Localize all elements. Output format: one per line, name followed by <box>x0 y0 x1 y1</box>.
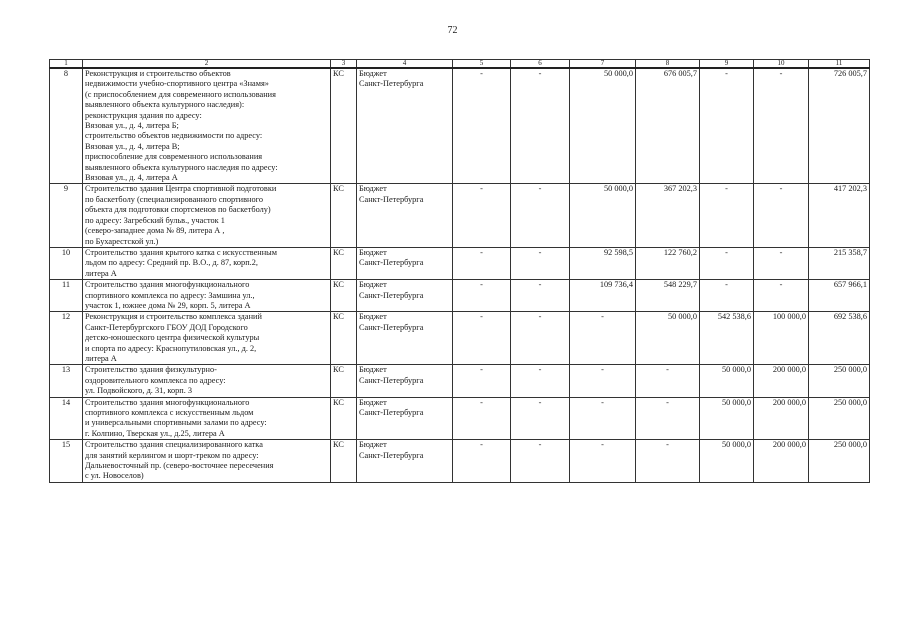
object-name-line: Строительство здания многофункционального <box>85 397 250 407</box>
table-row <box>50 280 870 312</box>
value-c10: 200 000,0 <box>754 440 809 483</box>
column-number-header: 10 <box>754 60 809 69</box>
funding-source-line: Бюджет <box>359 280 387 290</box>
object-name-line: Дальневосточный пр. (северо-восточнее пересечения <box>85 461 274 471</box>
value-c7: 109 736,4 <box>570 280 636 312</box>
object-type: КС <box>331 440 357 483</box>
object-name-line: Вязовая ул., д. 4, литера Б; <box>85 121 179 131</box>
object-type: КС <box>331 68 357 184</box>
object-name-line: с ул. Новоселов) <box>85 471 144 481</box>
table-body <box>50 68 870 482</box>
column-numbers-row <box>50 60 870 69</box>
column-number-header: 8 <box>636 60 700 69</box>
object-name-line: детско-юношеского центра физической культуры <box>85 333 260 343</box>
funding-source-cell <box>357 312 453 365</box>
value-c8: 122 760,2 <box>636 247 700 279</box>
object-name-cell <box>83 247 331 279</box>
value-c10: 200 000,0 <box>754 365 809 397</box>
column-number-header: 7 <box>570 60 636 69</box>
row-number: 11 <box>50 280 83 312</box>
column-number-header: 3 <box>331 60 357 69</box>
object-name-line: Санкт-Петербургского ГБОУ ДОД Городского <box>85 322 248 332</box>
object-name-line: ул. Подвойского, д. 31, корп. 3 <box>85 386 193 396</box>
row-number: 14 <box>50 397 83 440</box>
funding-source-line: Бюджет <box>359 397 387 407</box>
value-c6: - <box>511 397 570 440</box>
funding-source-line: Санкт-Петербурга <box>359 408 424 417</box>
object-name-cell <box>83 440 331 483</box>
object-name-line: и универсальными спортивными залами по адресу: <box>85 418 267 428</box>
object-name-line: г. Колпино, Тверская ул., д.25, литера А <box>85 428 225 438</box>
table-row <box>50 312 870 365</box>
value-c8: - <box>636 365 700 397</box>
value-c7: - <box>570 365 636 397</box>
object-name-line: строительство объектов недвижимости по адресу: <box>85 131 263 141</box>
funding-source-cell <box>357 365 453 397</box>
value-c10: - <box>754 247 809 279</box>
value-c5: - <box>453 68 511 184</box>
object-type: КС <box>331 280 357 312</box>
value-c10: - <box>754 280 809 312</box>
value-c5: - <box>453 312 511 365</box>
value-c10: - <box>754 68 809 184</box>
column-number-header: 2 <box>83 60 331 69</box>
value-c5: - <box>453 365 511 397</box>
funding-source-line: Бюджет <box>359 365 387 375</box>
row-number: 15 <box>50 440 83 483</box>
object-name-line: Вязовая ул., д. 4, литера В; <box>85 141 180 151</box>
table-row <box>50 68 870 184</box>
funding-source-line: Санкт-Петербурга <box>359 258 424 268</box>
program-table <box>49 59 870 483</box>
object-name-line: Строительство здания крытого катка с искусственным <box>85 247 278 257</box>
object-name-line: Вязовая ул., д. 4, литера А <box>85 173 178 183</box>
value-c11: 250 000,0 <box>809 397 870 440</box>
value-c9: 542 538,6 <box>700 312 754 365</box>
value-c9: - <box>700 184 754 247</box>
value-c8: 367 202,3 <box>636 184 700 247</box>
page-number: 72 <box>447 25 458 36</box>
value-c10: 200 000,0 <box>754 397 809 440</box>
object-name-line: по баскетболу (специализированного спортивного <box>85 194 263 204</box>
value-c11: 417 202,3 <box>809 184 870 247</box>
object-name-line: оздоровительного комплекса по адресу: <box>85 375 226 385</box>
value-c10: 100 000,0 <box>754 312 809 365</box>
object-name-line: выявленного объекта культурного наследия): <box>85 100 245 110</box>
object-name-line: льдом по адресу: Средний пр. В.О., д. 87, корп.2, <box>85 258 258 268</box>
value-c7: - <box>570 440 636 483</box>
value-c7: - <box>570 312 636 365</box>
value-c8: 676 005,7 <box>636 68 700 184</box>
row-number: 13 <box>50 365 83 397</box>
object-name-line: недвижимости учебно-спортивного центра «Знамя» <box>85 79 269 89</box>
table-row <box>50 247 870 279</box>
table-row <box>50 365 870 397</box>
value-c5: - <box>453 440 511 483</box>
value-c5: - <box>453 184 511 247</box>
value-c8: 50 000,0 <box>636 312 700 365</box>
funding-source-line: Санкт-Петербурга <box>359 194 424 204</box>
value-c7: 50 000,0 <box>570 184 636 247</box>
object-name-line: Реконструкция и строительство комплекса зданий <box>85 312 262 322</box>
value-c8: - <box>636 397 700 440</box>
object-name-line: литера А <box>85 268 117 278</box>
object-name-line: Строительство здания многофункционального <box>85 280 250 290</box>
column-number-header: 1 <box>50 60 83 69</box>
value-c8: 548 229,7 <box>636 280 700 312</box>
value-c11: 726 005,7 <box>809 68 870 184</box>
object-name-line: Реконструкция и строительство объектов <box>85 69 231 78</box>
object-type: КС <box>331 365 357 397</box>
value-c8: - <box>636 440 700 483</box>
funding-source-cell <box>357 184 453 247</box>
column-number-header: 6 <box>511 60 570 69</box>
object-type: КС <box>331 184 357 247</box>
object-name-cell <box>83 365 331 397</box>
object-name-line: (с приспособлением для современного использования <box>85 89 276 99</box>
object-name-line: участок 1, южнее дома № 29, корп. 5, литера А <box>85 300 251 310</box>
row-number: 9 <box>50 184 83 247</box>
object-name-line: Строительство здания специализированного катка <box>85 440 263 450</box>
column-number-header: 11 <box>809 60 870 69</box>
value-c9: - <box>700 68 754 184</box>
funding-source-line: Бюджет <box>359 440 387 450</box>
object-name-line: реконструкция здания по адресу: <box>85 110 202 120</box>
value-c5: - <box>453 397 511 440</box>
object-name-line: по Бухарестской ул.) <box>85 236 159 246</box>
value-c9: - <box>700 280 754 312</box>
object-type: КС <box>331 312 357 365</box>
row-number: 12 <box>50 312 83 365</box>
funding-source-line: Санкт-Петербурга <box>359 322 424 332</box>
funding-source-line: Бюджет <box>359 184 387 194</box>
value-c7: 92 598,5 <box>570 247 636 279</box>
row-number: 10 <box>50 247 83 279</box>
object-name-line: Строительство здания физкультурно- <box>85 365 217 375</box>
object-type: КС <box>331 247 357 279</box>
object-name-line: выявленного объекта культурного наследия по адресу: <box>85 162 278 172</box>
value-c9: - <box>700 247 754 279</box>
funding-source-line: Санкт-Петербурга <box>359 375 424 385</box>
object-name-line: по адресу: Загребский бульв., участок 1 <box>85 215 225 225</box>
funding-source-cell <box>357 68 453 184</box>
value-c11: 250 000,0 <box>809 365 870 397</box>
object-name-line: спортивного комплекса по адресу: Замшина ул., <box>85 290 255 300</box>
value-c9: 50 000,0 <box>700 365 754 397</box>
value-c7: - <box>570 397 636 440</box>
value-c11: 250 000,0 <box>809 440 870 483</box>
object-name-line: для занятий керлингом и шорт-треком по адресу: <box>85 450 259 460</box>
object-name-line: объекта для подготовки спортсменов по баскетболу) <box>85 205 271 215</box>
object-name-line: литера А <box>85 353 117 363</box>
funding-source-cell <box>357 440 453 483</box>
value-c7: 50 000,0 <box>570 68 636 184</box>
value-c6: - <box>511 247 570 279</box>
value-c6: - <box>511 365 570 397</box>
column-number-header: 9 <box>700 60 754 69</box>
row-number: 8 <box>50 68 83 184</box>
object-name-line: приспособление для современного использования <box>85 152 263 162</box>
funding-source-line: Бюджет <box>359 69 387 78</box>
object-name-cell <box>83 312 331 365</box>
object-name-cell <box>83 68 331 184</box>
value-c9: 50 000,0 <box>700 397 754 440</box>
value-c11: 657 966,1 <box>809 280 870 312</box>
object-type: КС <box>331 397 357 440</box>
object-name-cell <box>83 280 331 312</box>
value-c11: 215 358,7 <box>809 247 870 279</box>
object-name-line: спортивного комплекса с искусственным льдом <box>85 408 254 417</box>
object-name-line: и спорта по адресу: Краснопутиловская ул., д. 2, <box>85 343 257 353</box>
object-name-line: Строительство здания Центра спортивной подготовки <box>85 184 277 194</box>
value-c6: - <box>511 280 570 312</box>
value-c6: - <box>511 184 570 247</box>
value-c6: - <box>511 312 570 365</box>
value-c6: - <box>511 440 570 483</box>
funding-source-line: Санкт-Петербурга <box>359 290 424 300</box>
column-number-header: 5 <box>453 60 511 69</box>
column-number-header: 4 <box>357 60 453 69</box>
value-c10: - <box>754 184 809 247</box>
funding-source-line: Бюджет <box>359 312 387 322</box>
funding-source-cell <box>357 280 453 312</box>
object-name-cell <box>83 397 331 440</box>
value-c11: 692 538,6 <box>809 312 870 365</box>
table-row <box>50 397 870 440</box>
object-name-cell <box>83 184 331 247</box>
funding-source-cell <box>357 397 453 440</box>
value-c6: - <box>511 68 570 184</box>
table-row <box>50 184 870 247</box>
funding-source-line: Санкт-Петербурга <box>359 79 424 89</box>
value-c5: - <box>453 247 511 279</box>
funding-source-line: Бюджет <box>359 247 387 257</box>
table-row <box>50 440 870 483</box>
value-c5: - <box>453 280 511 312</box>
funding-source-cell <box>357 247 453 279</box>
value-c9: 50 000,0 <box>700 440 754 483</box>
object-name-line: (северо-западнее дома № 89, литера А , <box>85 226 225 236</box>
funding-source-line: Санкт-Петербурга <box>359 450 424 460</box>
